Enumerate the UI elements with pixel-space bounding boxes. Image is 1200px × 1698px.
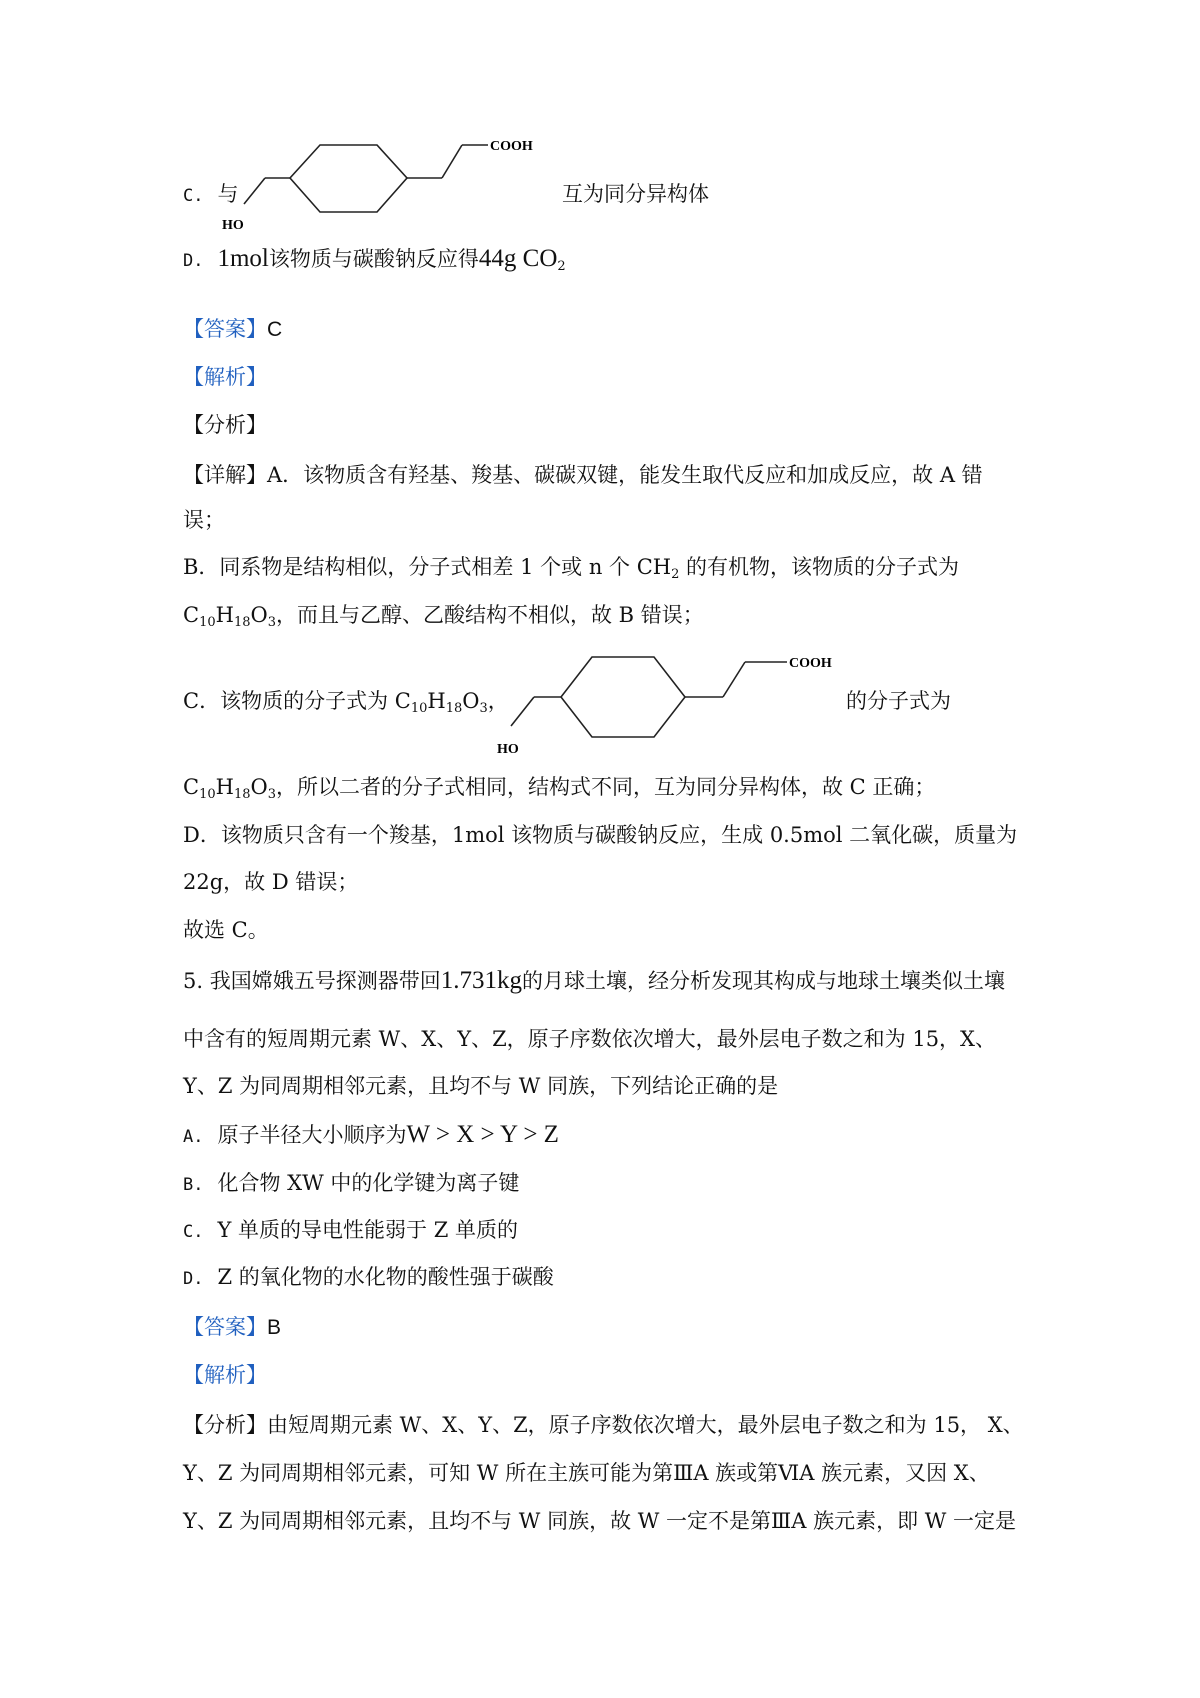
q5-stem-line3: Y、Z 为同周期相邻元素，且均不与 W 同族，下列结论正确的是 (183, 1074, 779, 1098)
q5-option-c (183, 1215, 518, 1247)
text: 5. 我国嫦娥五号探测器带回 (183, 969, 441, 993)
option-label: C. (183, 186, 204, 206)
text: 的月球土壤，经分析发现其构成与地球土壤类似土壤 (521, 969, 1005, 993)
ho-label: HO (222, 218, 244, 233)
q4-option-c-tail: 互为同分异构体 (562, 182, 709, 206)
formula-h: H (215, 775, 234, 799)
q5-option-b (183, 1168, 519, 1200)
formula-o: O (462, 689, 480, 713)
co2-subscript: 2 (557, 259, 566, 274)
q5-answer (183, 1312, 281, 1343)
molecule-structure-2 (497, 652, 832, 762)
subscript: 2 (671, 567, 680, 582)
q4-detail-a-line2: 误； (183, 508, 225, 532)
formula-o: O (250, 603, 268, 627)
q5-option-a (183, 1120, 559, 1152)
formula-o-sub: 3 (267, 787, 276, 802)
option-label: A. (183, 1127, 204, 1147)
option-label: D. (183, 1269, 204, 1289)
option-math: W > X > Y > Z (406, 1121, 559, 1148)
q4-detail-c-tail: 的分子式为 (846, 689, 951, 713)
formula-o: O (250, 775, 268, 799)
q4-jiexi: 【解析】 (183, 365, 267, 389)
text: B．同系物是结构相似，分子式相差 1 个或 n 个 CH (183, 555, 672, 579)
answer-tag: 【答案】 (183, 317, 267, 341)
q4-detail-d-line2: 22g，故 D 错误； (183, 870, 359, 894)
option-math-2: 44g CO (478, 245, 558, 272)
formula-c-sub: 10 (199, 615, 216, 630)
option-label: C. (183, 1222, 204, 1242)
q5-stem-line2: 中含有的短周期元素 W、X、Y、Z，原子序数依次增大，最外层电子数之和为 15，X、 (183, 1027, 997, 1051)
q4-detail-c-line2 (183, 772, 935, 810)
q5-jiexi: 【解析】 (183, 1363, 267, 1387)
molecule-structure-1 (222, 139, 533, 240)
formula-c-sub: 10 (199, 787, 216, 802)
cooh-label: COOH (490, 139, 533, 154)
formula-h-sub: 18 (233, 787, 251, 802)
q5-stem-line1 (183, 966, 1005, 996)
option-text: 原子半径大小顺序为 (217, 1123, 407, 1147)
q4-answer (183, 314, 282, 345)
option-math-1: 1mol (217, 245, 269, 272)
formula-h: H (215, 603, 234, 627)
answer-value: C (267, 318, 283, 341)
formula-h-sub: 18 (445, 701, 463, 716)
q5-analysis-line1: 【分析】由短周期元素 W、X、Y、Z，原子序数依次增大，最外层电子数之和为 15， X、 (183, 1413, 1024, 1437)
option-text: 化合物 XW 中的化学键为离子键 (217, 1171, 520, 1195)
answer-value: B (267, 1316, 282, 1339)
option-text: Z 的氧化物的水化物的酸性强于碳酸 (217, 1265, 554, 1289)
formula-o-sub: 3 (267, 615, 276, 630)
formula-c: C (183, 775, 200, 799)
q5-analysis-line3: Y、Z 为同周期相邻元素，且均不与 W 同族，故 W 一定不是第ⅢA 族元素，即 W 一定是 (183, 1509, 1017, 1533)
mass-value: 1.731kg (440, 967, 522, 994)
option-text: Y 单质的导电性能弱于 Z 单质的 (217, 1218, 518, 1242)
q4-option-d (183, 244, 566, 282)
text: C．该物质的分子式为 C (183, 689, 411, 713)
formula-c: C (183, 603, 200, 627)
text: ，而且与乙醇、乙酸结构不相似，故 B 错误； (276, 603, 704, 627)
text: ， (487, 689, 509, 713)
q5-analysis-line2: Y、Z 为同周期相邻元素，可知 W 所在主族可能为第ⅢA 族或第ⅥA 族元素，又因 X、 (183, 1461, 990, 1485)
option-label: B. (183, 1175, 204, 1195)
option-label: D. (183, 251, 204, 271)
option-text-pre: 与 (217, 182, 239, 206)
q4-detail-a-line1: 【详解】A．该物质含有羟基、羧基、碳碳双键，能发生取代反应和加成反应，故 A 错 (183, 463, 983, 487)
formula-h-sub: 18 (233, 615, 251, 630)
formula-o-sub: 3 (479, 701, 488, 716)
text: 的有机物，该物质的分子式为 (679, 555, 960, 579)
q4-detail-b-line1 (183, 552, 959, 590)
q4-conclusion: 故选 C。 (183, 918, 269, 942)
q4-fenxi: 【分析】 (183, 413, 267, 437)
q5-option-d (183, 1262, 554, 1294)
q4-detail-b-line2 (183, 600, 704, 638)
formula-c-sub: 10 (410, 701, 428, 716)
formula-h: H (427, 689, 446, 713)
q4-detail-c-line1 (183, 686, 509, 724)
answer-tag: 【答案】 (183, 1315, 267, 1339)
text: ，所以二者的分子式相同，结构式不同，互为同分异构体，故 C 正确； (276, 775, 936, 799)
cooh-label: COOH (789, 656, 832, 671)
option-text: 该物质与碳酸钠反应得 (268, 247, 479, 271)
q4-detail-d-line1: D．该物质只含有一个羧基，1mol 该物质与碳酸钠反应，生成 0.5mol 二氧化碳，质量为 (183, 823, 1018, 847)
ho-label: HO (497, 742, 519, 757)
